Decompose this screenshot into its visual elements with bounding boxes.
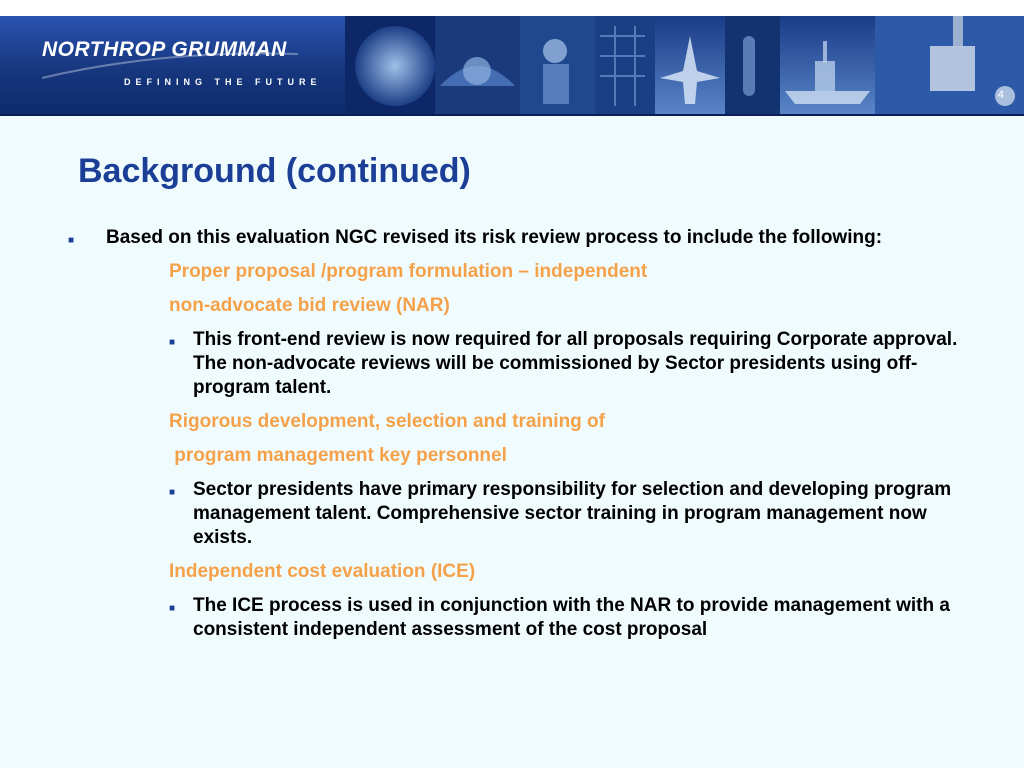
photo-strip [345, 16, 1024, 116]
logo-area [0, 16, 345, 116]
globe-icon [355, 26, 435, 106]
section-heading-line: Rigorous development, selection and training of [169, 411, 605, 432]
square-bullet-icon: ■ [169, 603, 176, 614]
section-bullet [0, 478, 963, 550]
ship-icon [785, 91, 870, 104]
section-bullet [0, 594, 963, 642]
square-bullet-icon: ■ [169, 337, 176, 348]
slide-body [0, 226, 1024, 642]
square-bullet-icon: ■ [68, 235, 75, 246]
section-heading-line: program management key personnel [169, 445, 507, 466]
intro-text: Based on this evaluation NGC revised its risk review process to include the following: [106, 227, 883, 248]
section-heading-line: Independent cost evaluation (ICE) [169, 561, 476, 582]
slide-title: Background (continued) [78, 152, 471, 190]
satellite-icon [930, 46, 975, 91]
section-heading-line: non-advocate bid review (NAR) [169, 295, 450, 316]
section-bullet-text: This front-end review is now required for all proposals requiring Corporate approval. The non-advocate reviews will be commissioned by Sector presidents using off-program talent. [193, 329, 958, 398]
company-logo: NORTHROP GRUMMAN [42, 38, 287, 61]
section-bullet-text: Sector presidents have primary responsibility for selection and developing program management talent. Comprehensive sector training in program management now exists. [193, 479, 952, 548]
company-tagline: DEFINING THE FUTURE [124, 77, 322, 87]
slide-number: 4 [997, 89, 1004, 101]
photo-collage [345, 16, 1024, 116]
section-bullet [0, 328, 963, 400]
circuit-tile [595, 16, 655, 116]
banner-bottom-line [0, 114, 1024, 116]
header-banner [0, 0, 1024, 116]
banner-top-strip [0, 0, 1024, 16]
section-bullet-text: The ICE process is used in conjunction with the NAR to provide management with a consistent independent assessment of the cost proposal [193, 595, 950, 640]
square-bullet-icon: ■ [169, 487, 176, 498]
intro-bullet [0, 226, 936, 250]
section-heading-line: Proper proposal /program formulation – independent [169, 261, 648, 282]
